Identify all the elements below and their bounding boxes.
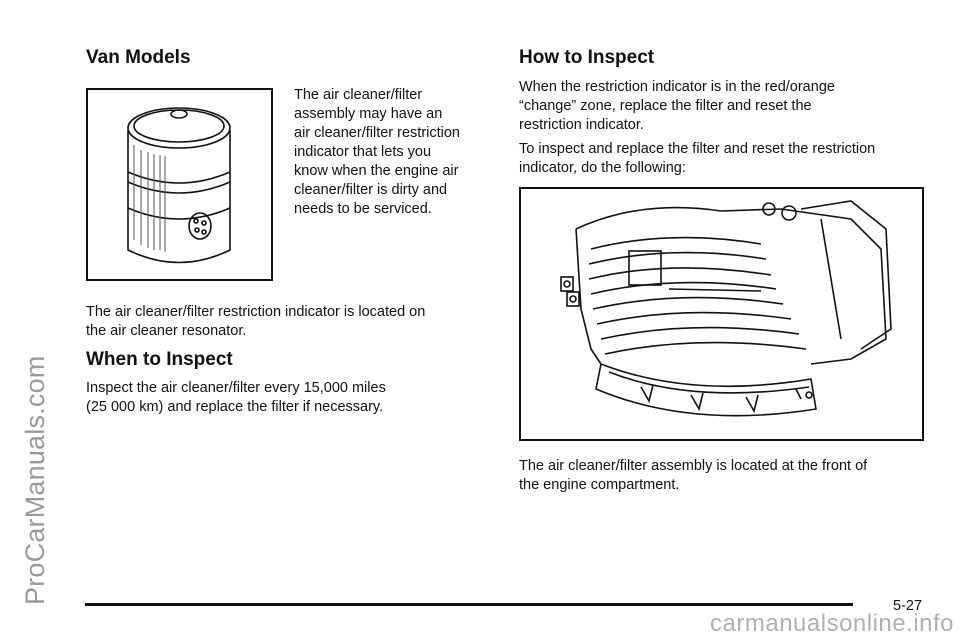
when-paragraph: Inspect the air cleaner/filter every 15,000 miles (25 000 km) and replace the filter if necessary. [86, 380, 386, 415]
restriction-paragraph: When the restriction indicator is in the red/orange “change” zone, replace the filter and reset the restriction indicator. [519, 79, 835, 133]
page-number: 5-27 [893, 598, 923, 614]
bottom-watermark: carmanualsonline.info [710, 610, 954, 637]
air-cleaner-assembly-icon [521, 189, 922, 439]
when-to-inspect-heading: When to Inspect [86, 349, 233, 370]
location-paragraph: The air cleaner/filter restriction indicator is located on the air cleaner resonator. [86, 304, 426, 339]
filter-figure [86, 88, 273, 281]
footer-rule [85, 603, 853, 606]
air-filter-canister-icon [88, 90, 271, 279]
side-watermark-text: ProCarManuals.com [20, 355, 50, 605]
van-models-heading: Van Models [86, 47, 191, 68]
how-to-inspect-heading: How to Inspect [519, 47, 655, 68]
caption-paragraph: The air cleaner/filter assembly is located at the front of the engine compartment. [519, 458, 868, 493]
procedure-paragraph: To inspect and replace the filter and reset the restriction indicator, do the following: [519, 141, 876, 176]
assembly-figure [519, 187, 924, 441]
intro-paragraph: The air cleaner/filter assembly may have an air cleaner/filter restriction indicator that lets you know when the engine air cleaner/filter is dirty and needs to be serviced. [294, 87, 460, 217]
